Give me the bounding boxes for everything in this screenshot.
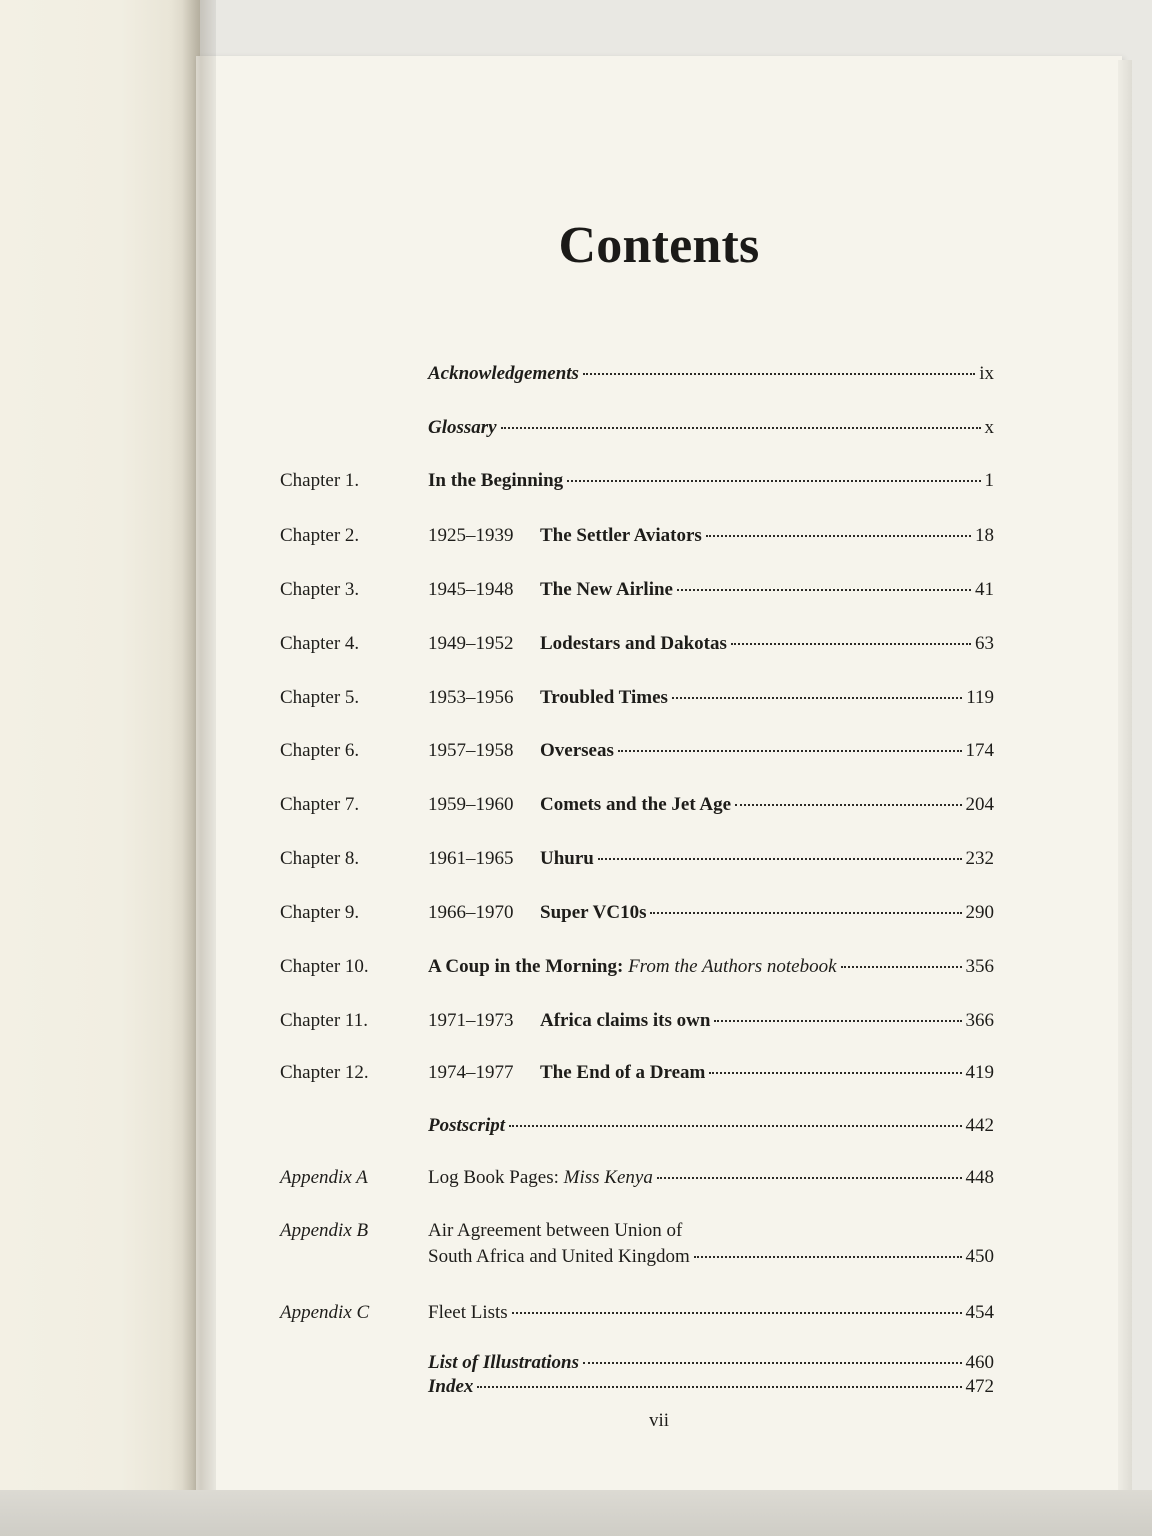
- entry-title-line-1: Air Agreement between Union of: [428, 1220, 683, 1241]
- leader-dots: [477, 1386, 961, 1388]
- leader-dots: [501, 427, 981, 429]
- entry-years: 1945–1948: [428, 579, 514, 600]
- entry-title: Index: [428, 1376, 474, 1397]
- toc-entry-postscript: [280, 1115, 994, 1149]
- toc-entry-chapter-4: [280, 633, 994, 667]
- entry-title: Glossary: [428, 417, 497, 438]
- toc-entry-appendix-b-cont: [280, 1246, 994, 1280]
- entry-title: Fleet Lists: [428, 1302, 508, 1323]
- entry-page: 18: [975, 525, 994, 546]
- toc-entry-glossary: [280, 417, 994, 451]
- entry-years: 1953–1956: [428, 687, 514, 708]
- entry-title: The New Airline: [540, 579, 673, 600]
- toc-entry-chapter-3: [280, 579, 994, 613]
- entry-title: Super VC10s: [540, 902, 647, 923]
- entry-label: Chapter 9.: [280, 902, 360, 923]
- entry-label: Appendix A: [280, 1167, 368, 1188]
- entry-label: Chapter 11.: [280, 1010, 368, 1031]
- entry-label: Chapter 3.: [280, 579, 360, 600]
- leader-dots: [509, 1125, 961, 1127]
- entry-subtitle: From the Authors notebook: [628, 956, 837, 977]
- entry-title: Africa claims its own: [540, 1010, 711, 1031]
- page-title: Contents: [558, 217, 760, 274]
- toc-entry-chapter-8: [280, 848, 994, 882]
- entry-page: 41: [975, 579, 994, 600]
- table-surface: [0, 1490, 1152, 1536]
- leader-dots: [567, 480, 980, 482]
- entry-page: 419: [965, 1062, 994, 1083]
- entry-page: 450: [965, 1246, 994, 1267]
- entry-page: 442: [965, 1115, 994, 1136]
- leader-dots: [677, 589, 971, 591]
- leader-dots: [650, 912, 961, 914]
- entry-page: 1: [984, 470, 994, 491]
- leader-dots: [694, 1256, 962, 1258]
- toc-entry-acknowledgements: [280, 363, 994, 397]
- entry-title: [428, 956, 837, 978]
- entry-years: 1925–1939: [428, 525, 514, 546]
- entry-label: Chapter 2.: [280, 525, 360, 546]
- leader-dots: [583, 1362, 962, 1364]
- entry-title: Uhuru: [540, 848, 594, 869]
- toc-entry-appendix-c: [280, 1302, 994, 1336]
- entry-page: 174: [965, 740, 994, 761]
- toc-entry-chapter-6: [280, 740, 994, 774]
- entry-label: Chapter 6.: [280, 740, 360, 761]
- leader-dots: [714, 1020, 961, 1022]
- leader-dots: [583, 373, 975, 375]
- entry-years: 1959–1960: [428, 794, 514, 815]
- entry-title: List of Illustrations: [428, 1352, 579, 1373]
- entry-page: 204: [965, 794, 994, 815]
- leader-dots: [731, 643, 971, 645]
- entry-title: Postscript: [428, 1115, 506, 1136]
- entry-title: In the Beginning: [428, 470, 564, 491]
- entry-page: 454: [965, 1302, 994, 1323]
- entry-page: 232: [965, 848, 994, 869]
- facing-page-left: [0, 0, 200, 1536]
- entry-years: 1971–1973: [428, 1010, 514, 1031]
- entry-label: Appendix C: [280, 1302, 370, 1323]
- entry-years: 1961–1965: [428, 848, 514, 869]
- entry-label: Chapter 1.: [280, 470, 360, 491]
- page-number: vii: [648, 1410, 670, 1431]
- entry-page: 472: [965, 1376, 994, 1397]
- entry-label: Appendix B: [280, 1220, 369, 1241]
- entry-title: Troubled Times: [540, 687, 668, 708]
- toc-entry-chapter-12: [280, 1062, 994, 1096]
- entry-title: Acknowledgements: [428, 363, 579, 384]
- entry-title: The Settler Aviators: [540, 525, 702, 546]
- entry-label: Chapter 10.: [280, 956, 369, 977]
- toc-entry-chapter-7: [280, 794, 994, 828]
- leader-dots: [735, 804, 961, 806]
- entry-page: 119: [966, 687, 994, 708]
- entry-label: Chapter 7.: [280, 794, 360, 815]
- entry-page: 356: [965, 956, 994, 977]
- toc-entry-chapter-5: [280, 687, 994, 721]
- leader-dots: [598, 858, 962, 860]
- entry-label: Chapter 8.: [280, 848, 360, 869]
- entry-years: 1966–1970: [428, 902, 514, 923]
- toc-entry-appendix-a: [280, 1167, 994, 1201]
- entry-title-main: Log Book Pages:: [428, 1167, 559, 1188]
- entry-label: Chapter 5.: [280, 687, 360, 708]
- toc-entry-chapter-10: [280, 956, 994, 990]
- entry-page: 460: [965, 1352, 994, 1373]
- leader-dots: [841, 966, 962, 968]
- entry-label: Chapter 12.: [280, 1062, 369, 1083]
- entry-subtitle: Miss Kenya: [563, 1167, 653, 1188]
- entry-years: 1949–1952: [428, 633, 514, 654]
- leader-dots: [618, 750, 962, 752]
- entry-title: Comets and the Jet Age: [540, 794, 732, 815]
- entry-title: Lodestars and Dakotas: [540, 633, 727, 654]
- leader-dots: [512, 1312, 962, 1314]
- entry-page: ix: [979, 363, 994, 384]
- entry-page: 366: [965, 1010, 994, 1031]
- entry-title: Overseas: [540, 740, 614, 761]
- entry-page: 448: [965, 1167, 994, 1188]
- leader-dots: [672, 697, 962, 699]
- toc-entry-chapter-9: [280, 902, 994, 936]
- entry-title-line-2: South Africa and United Kingdom: [428, 1246, 690, 1267]
- entry-title: The End of a Dream: [540, 1062, 706, 1083]
- leader-dots: [709, 1072, 961, 1074]
- leader-dots: [706, 535, 971, 537]
- leader-dots: [657, 1177, 962, 1179]
- entry-page: x: [984, 417, 994, 438]
- toc-entry-chapter-2: [280, 525, 994, 559]
- entry-label: Chapter 4.: [280, 633, 360, 654]
- toc-entry-chapter-1: [280, 470, 994, 504]
- entry-years: 1974–1977: [428, 1062, 514, 1083]
- page-edge: [1118, 60, 1132, 1500]
- entry-title-main: A Coup in the Morning:: [428, 956, 624, 977]
- entry-page: 63: [975, 633, 994, 654]
- entry-page: 290: [965, 902, 994, 923]
- entry-title: [428, 1167, 653, 1189]
- toc-entry-index: [280, 1376, 994, 1410]
- entry-years: 1957–1958: [428, 740, 514, 761]
- toc-entry-chapter-11: [280, 1010, 994, 1044]
